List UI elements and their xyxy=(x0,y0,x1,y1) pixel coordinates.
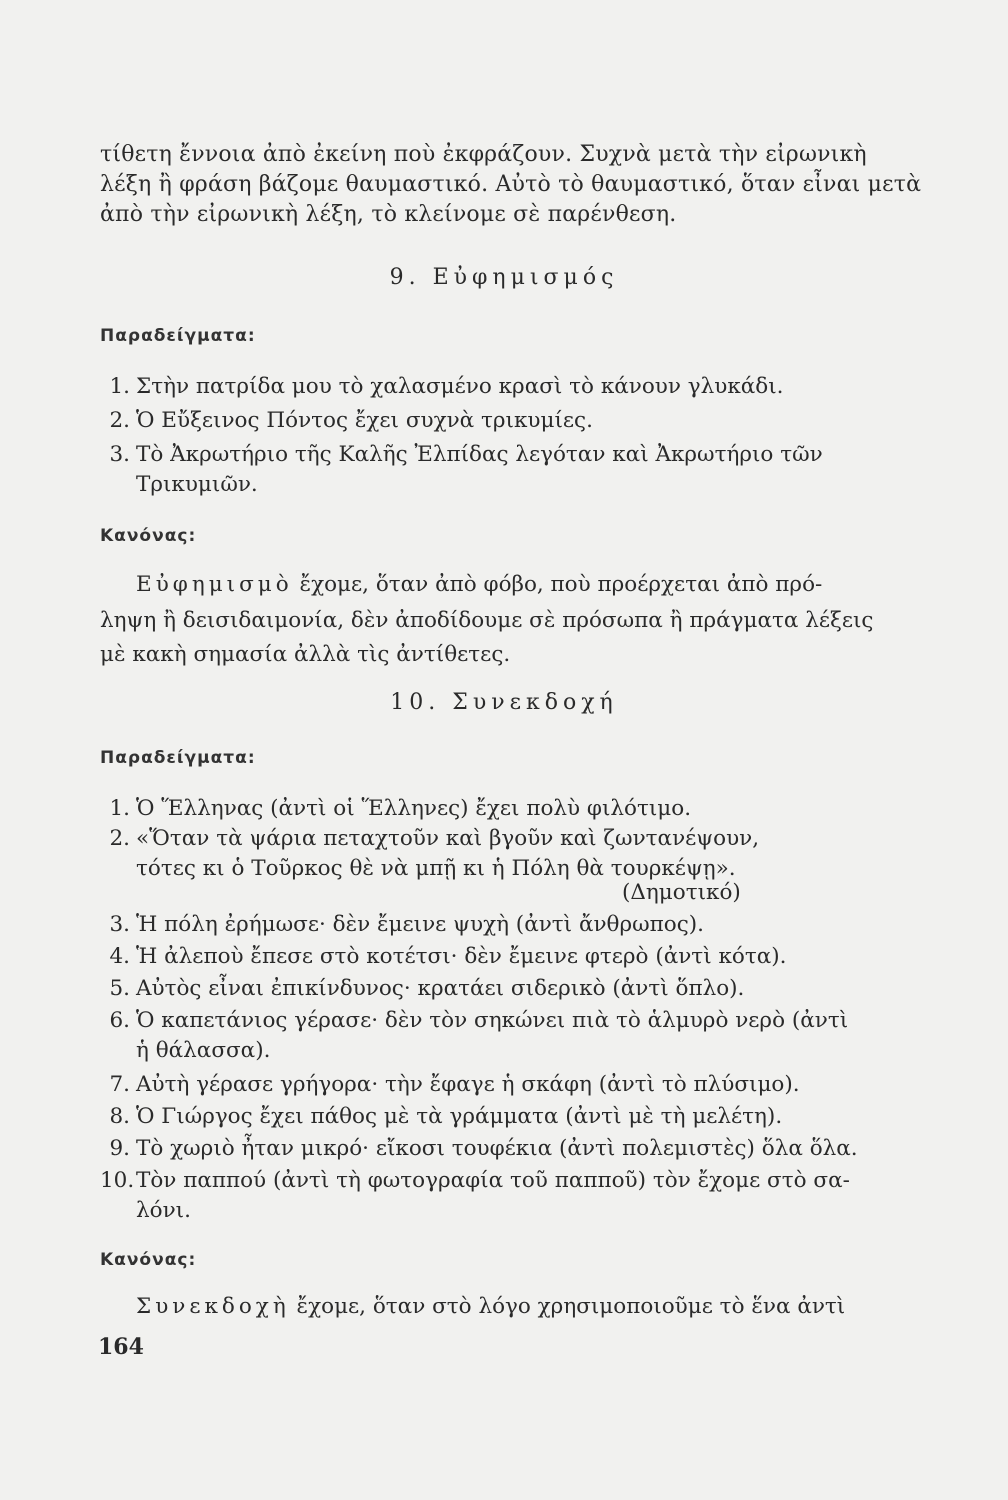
examples-label: Παραδείγματα: xyxy=(100,748,256,768)
intro-line: λέξη ἢ φράση βάζομε θαυμαστικό. Αὐτὸ τὸ θαυμαστικό, ὅταν εἶναι μετὰ xyxy=(100,172,922,197)
intro-line: τίθετη ἔννοια ἀπὸ ἐκείνη ποὺ ἐκφράζουν. Συχνὰ μετὰ τὴν εἰρωνικὴ xyxy=(100,142,867,167)
example-item: 8. Ὁ Γιώργος ἔχει πάθος μὲ τὰ γράμματα (ἀντὶ μὲ τὴ μελέτη). xyxy=(109,1104,783,1129)
example-item: 2. «Ὅταν τὰ ψάρια πεταχτοῦν καὶ βγοῦν καὶ ζωντανέψουν, xyxy=(109,826,760,851)
rule-line: ληψη ἢ δεισιδαιμονία, δὲν ἀποδίδουμε σὲ πρόσωπα ἢ πράγματα λέξεις xyxy=(100,608,874,633)
example-item: 5. Αὐτὸς εἶναι ἐπικίνδυνος· κρατάει σιδερικὸ (ἀντὶ ὅπλο). xyxy=(109,976,745,1001)
example-item: 4. Ἡ ἀλεποὺ ἔπεσε στὸ κοτέτσι· δὲν ἔμεινε φτερὸ (ἀντὶ κότα). xyxy=(109,944,787,969)
source-note: (Δημοτικό) xyxy=(622,880,741,905)
example-continuation: τότες κι ὁ Τοῦρκος θὲ νὰ μπῇ κι ἡ Πόλη θὰ τουρκέψῃ». xyxy=(136,856,736,881)
page-number: 164 xyxy=(98,1334,144,1360)
example-item: 1. Στὴν πατρίδα μου τὸ χαλασμένο κρασὶ τὸ κάνουν γλυκάδι. xyxy=(109,374,784,399)
example-item: 1. Ὁ Ἕλληνας (ἀντὶ οἱ Ἕλληνες) ἔχει πολὺ φιλότιμο. xyxy=(109,796,692,821)
example-item: 2. Ὁ Εὔξεινος Πόντος ἔχει συχνὰ τρικυμίες. xyxy=(109,408,593,433)
rule-line: μὲ κακὴ σημασία ἀλλὰ τὶς ἀντίθετες. xyxy=(100,642,511,667)
example-item: 3. Τὸ Ἀκρωτήριο τῆς Καλῆς Ἐλπίδας λεγόταν καὶ Ἀκρωτήριο τῶν xyxy=(109,442,823,467)
example-item: 6. Ὁ καπετάνιος γέρασε· δὲν τὸν σηκώνει πιὰ τὸ ἁλμυρὸ νερὸ (ἀντὶ xyxy=(109,1008,849,1033)
section-heading: 9. Εὐφημισμός xyxy=(389,265,619,290)
example-item: 9. Τὸ χωριὸ ἦταν μικρό· εἴκοσι τουφέκια (ἀντὶ πολεμιστὲς) ὅλα ὅλα. xyxy=(109,1136,858,1161)
example-continuation: ἡ θάλασσα). xyxy=(136,1038,271,1063)
example-item: 7. Αὐτὴ γέρασε γρήγορα· τὴν ἔφαγε ἡ σκάφη (ἀντὶ τὸ πλύσιμο). xyxy=(109,1072,800,1097)
examples-label: Παραδείγματα: xyxy=(100,326,256,346)
example-item: 10.Τὸν παππού (ἀντὶ τὴ φωτογραφία τοῦ παπποῦ) τὸν ἔχομε στὸ σα- xyxy=(100,1168,850,1193)
example-continuation: λόνι. xyxy=(136,1198,191,1223)
rule-line: Συνεκδοχὴ ἔχομε, ὅταν στὸ λόγο χρησιμοποιοῦμε τὸ ἕνα ἀντὶ xyxy=(136,1294,846,1319)
example-item: 3. Ἡ πόλη ἐρήμωσε· δὲν ἔμεινε ψυχὴ (ἀντὶ ἄνθρωπος). xyxy=(109,912,704,937)
rule-line: Εὐφημισμὸ ἔχομε, ὅταν ἀπὸ φόβο, ποὺ προέρχεται ἀπὸ πρό- xyxy=(136,572,823,597)
rule-label: Κανόνας: xyxy=(100,526,197,546)
section-heading: 10. Συνεκδοχή xyxy=(390,690,618,715)
intro-line: ἀπὸ τὴν εἰρωνικὴ λέξη, τὸ κλείνομε σὲ παρένθεση. xyxy=(100,202,677,227)
example-continuation: Τρικυμιῶν. xyxy=(136,472,258,497)
rule-label: Κανόνας: xyxy=(100,1250,197,1270)
